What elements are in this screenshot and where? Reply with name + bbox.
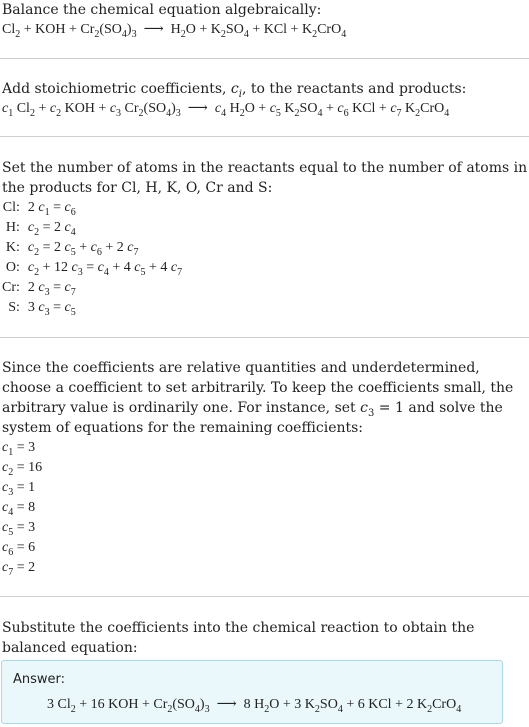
solution-item: $c_2 = 16$ xyxy=(2,460,43,478)
step-2-intro: Add stoichiometric coefficients, $c_i$, to the reactants and products: xyxy=(2,81,467,100)
solution-item: $c_7 = 2$ xyxy=(2,560,36,578)
solution-list xyxy=(2,438,529,578)
solution-item: $c_3 = 1$ xyxy=(2,480,36,498)
answer-box xyxy=(1,660,503,724)
solution-item: $c_4 = 8$ xyxy=(2,500,36,518)
solution-item: $c_6 = 6$ xyxy=(2,540,36,558)
equation-row: H: $c_2 = 2$ $c_4$ xyxy=(5,220,76,238)
step-1-intro: Balance the chemical equation algebraically: xyxy=(2,2,322,18)
equation-row: K: $c_2 = 2$ $c_5 + c_6 + 2$ $c_7$ xyxy=(5,240,139,258)
step-5-intro: Substitute the coefficients into the chemical reaction to obtain the balanced equation: xyxy=(2,620,475,656)
equation-row: Cr: 2 $c_3 = c_7$ xyxy=(2,280,76,298)
equation-row: S: 3 $c_3 = c_5$ xyxy=(8,300,76,318)
step-4-intro: Since the coefficients are relative quantities and underdetermined, choose a coefficient to set arbitrarily. To keep the coefficients small, the arbitrary value is ordinarily one. For instance, set $c_3 = 1$ and solve the system of equations for the remaining coefficients: xyxy=(2,360,514,436)
coefficient-equation: $c_1$ $Cl_2 + c_2$ KOH + $c_3$ $Cr_2(SO_4)_3$ ⟶ $c_4$ $H_2O + c_5$ $K_2SO_4 + c_6$ KCl + $c_7$ $K_2CrO_4$ xyxy=(2,101,450,119)
equation-row: O: $c_2 + 12$ $c_3 = c_4 + 4$ $c_5 + 4$ $c_7$ xyxy=(5,260,183,278)
step-5 xyxy=(2,618,529,658)
unbalanced-equation: $Cl_2$ + KOH + $Cr_2(SO_4)_3$ ⟶ $H_2O + K_2SO_4$ + KCl + $K_2CrO_4$ xyxy=(2,22,347,40)
step-3 xyxy=(2,158,529,318)
step-3-intro: Set the number of atoms in the reactants equal to the number of atoms in the products for Cl, H, K, O, Cr and S: xyxy=(2,160,528,196)
solution-item: $c_1 = 3$ xyxy=(2,440,36,458)
solution-item: $c_5 = 3$ xyxy=(2,520,36,538)
divider xyxy=(0,337,529,338)
step-1 xyxy=(2,0,529,40)
divider xyxy=(0,58,529,59)
answer-label: Answer: xyxy=(13,672,66,687)
step-2 xyxy=(2,79,529,119)
divider xyxy=(0,596,529,597)
divider xyxy=(0,136,529,137)
balanced-equation: 3 $Cl_2 + 16$ KOH + $Cr_2(SO_4)_3$ ⟶ 8 $H_2O + 3$ $K_2SO_4 + 6$ KCl + 2 $K_2CrO_4$ xyxy=(47,697,462,715)
step-4 xyxy=(2,358,529,578)
equation-row: Cl: 2 $c_1 = c_6$ xyxy=(2,200,76,218)
atom-equations xyxy=(2,198,182,318)
